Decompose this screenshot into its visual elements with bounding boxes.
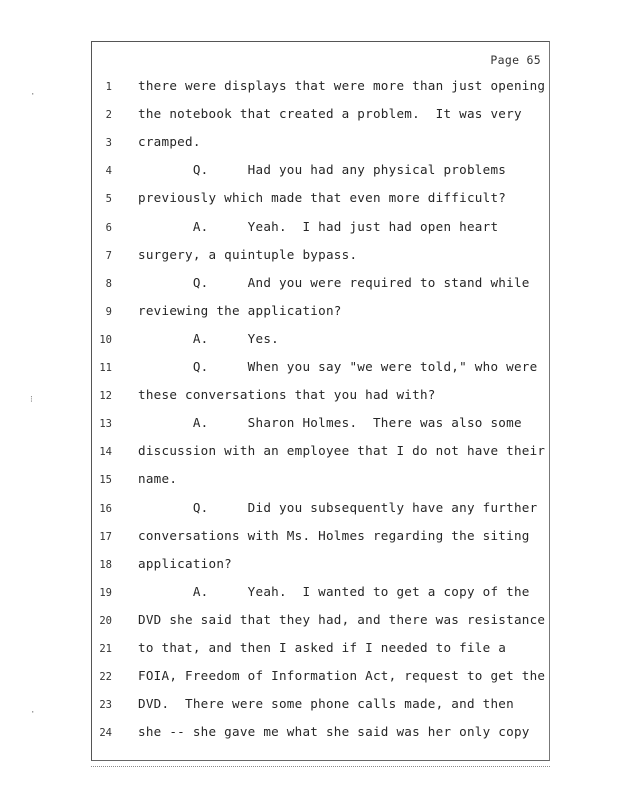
line-number: 2 <box>105 109 112 122</box>
transcript-line <box>92 556 551 576</box>
line-text: she -- she gave me what she said was her only copy <box>138 724 530 740</box>
transcript-line <box>92 696 551 716</box>
line-number: 21 <box>99 643 112 655</box>
line-number: 5 <box>105 193 112 206</box>
line-number: 22 <box>99 671 112 684</box>
transcript-line <box>92 303 551 323</box>
line-text: A. Yeah. I had just had open heart <box>138 218 499 234</box>
transcript-line <box>92 612 551 632</box>
page-number: Page 65 <box>490 53 541 67</box>
transcript-line <box>92 247 551 267</box>
transcript-line <box>92 668 551 688</box>
line-number: 12 <box>99 390 112 403</box>
transcript-line <box>92 724 551 744</box>
transcript-line <box>92 134 551 154</box>
line-text: A. Sharon Holmes. There was also some <box>138 415 522 431</box>
line-text: DVD she said that they had, and there was resistance <box>138 611 546 627</box>
line-text: Q. Had you had any physical problems <box>138 162 507 178</box>
bottom-rule <box>91 766 550 768</box>
transcript-line <box>92 387 551 407</box>
line-number: 18 <box>99 558 112 571</box>
line-text: A. Yes. <box>138 330 279 346</box>
line-number: 24 <box>99 727 112 740</box>
transcript-line <box>92 443 551 463</box>
line-text: previously which made that even more difficult? <box>138 190 507 206</box>
line-text: FOIA, Freedom of Information Act, request to get the <box>138 668 546 684</box>
line-number: 10 <box>99 333 112 346</box>
line-number: 19 <box>99 586 112 599</box>
margin-speck: · <box>30 708 36 718</box>
line-text: to that, and then I asked if I needed to file a <box>138 640 507 655</box>
transcript-line <box>92 190 551 210</box>
line-text: conversations with Ms. Holmes regarding the siting <box>138 527 530 543</box>
transcript-line <box>92 471 551 491</box>
transcript-line <box>92 219 551 239</box>
line-text: cramped. <box>138 134 201 150</box>
transcript-line <box>92 331 551 351</box>
line-text: Q. When you say "we were told," who were <box>138 359 538 374</box>
line-text: reviewing the application? <box>138 302 342 318</box>
transcript-line <box>92 528 551 548</box>
transcript-page <box>91 41 550 761</box>
line-number: 23 <box>99 699 112 712</box>
line-number: 20 <box>99 614 112 627</box>
transcript-line <box>92 275 551 295</box>
line-text: Q. Did you subsequently have any further <box>138 499 538 515</box>
transcript-line <box>92 415 551 435</box>
line-number: 7 <box>105 249 112 262</box>
transcript-line <box>92 500 551 520</box>
line-number: 15 <box>99 474 112 487</box>
line-text: there were displays that were more than just opening <box>138 78 546 93</box>
line-text: name. <box>138 471 178 487</box>
transcript-line <box>92 584 551 604</box>
transcript-line <box>92 359 551 379</box>
line-text: surgery, a quintuple bypass. <box>138 246 358 262</box>
transcript-line <box>92 640 551 660</box>
line-number: 13 <box>99 418 112 431</box>
line-text: the notebook that created a problem. It was very <box>138 106 522 122</box>
line-number: 16 <box>99 502 112 515</box>
transcript-line <box>92 162 551 182</box>
transcript-line <box>92 78 551 98</box>
line-number: 3 <box>105 137 112 150</box>
line-text: discussion with an employee that I do not have their <box>138 443 546 459</box>
line-number: 9 <box>105 305 112 318</box>
line-number: 4 <box>105 165 112 178</box>
line-number: 11 <box>99 362 112 374</box>
line-text: A. Yeah. I wanted to get a copy of the <box>138 583 530 599</box>
line-text: DVD. There were some phone calls made, and then <box>138 696 514 712</box>
line-number: 8 <box>105 277 112 290</box>
line-text: these conversations that you had with? <box>138 387 436 403</box>
line-number: 1 <box>105 81 112 93</box>
line-text: Q. And you were required to stand while <box>138 274 530 290</box>
margin-speck: · <box>30 90 36 100</box>
margin-speck: ⁝ <box>30 395 33 405</box>
line-number: 17 <box>99 530 112 543</box>
transcript-line <box>92 106 551 126</box>
line-number: 14 <box>99 446 112 459</box>
line-number: 6 <box>105 221 112 234</box>
line-text: application? <box>138 555 232 571</box>
